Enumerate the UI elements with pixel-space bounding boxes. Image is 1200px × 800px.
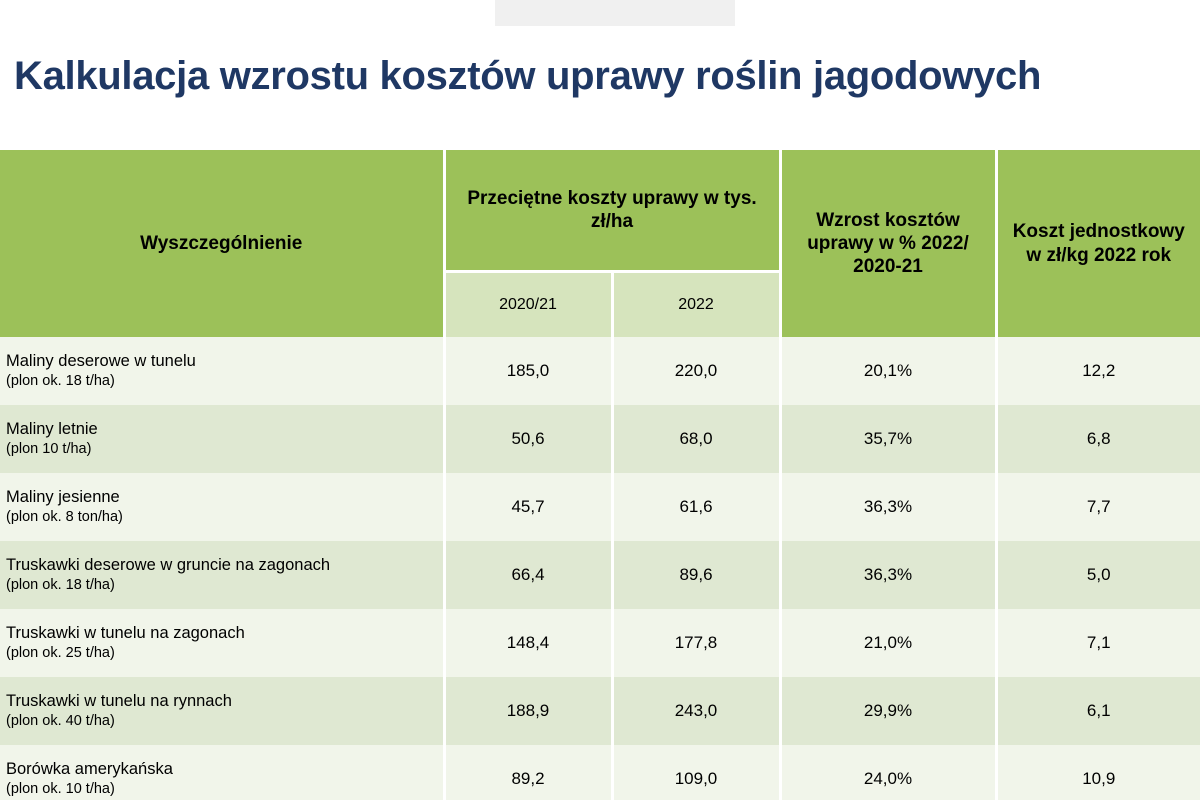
row-label-cell: [0, 609, 444, 677]
cell-cost-2022: 109,0: [612, 745, 780, 800]
cell-cost-2020-21: 50,6: [444, 405, 612, 473]
column-header-wyszczegolnienie: Wyszczególnienie: [0, 150, 444, 337]
cell-unit-cost: 7,7: [996, 473, 1200, 541]
row-label-main: Truskawki deserowe w gruncie na zagonach: [6, 555, 331, 574]
cell-cost-2020-21: 66,4: [444, 541, 612, 609]
cell-growth-pct: 24,0%: [780, 745, 996, 800]
cell-unit-cost: 6,1: [996, 677, 1200, 745]
cell-unit-cost: 5,0: [996, 541, 1200, 609]
cell-cost-2020-21: 148,4: [444, 609, 612, 677]
row-label-detail: (plon ok. 18 t/ha): [6, 373, 115, 390]
cell-unit-cost: 12,2: [996, 337, 1200, 405]
cell-cost-2022: 220,0: [612, 337, 780, 405]
row-label-main: Truskawki w tunelu na zagonach: [6, 623, 245, 642]
table-row: [0, 473, 1200, 541]
cell-cost-2020-21: 188,9: [444, 677, 612, 745]
cell-unit-cost: 6,8: [996, 405, 1200, 473]
cell-cost-2020-21: 185,0: [444, 337, 612, 405]
column-header-growth-percent: Wzrost kosztów uprawy w % 2022/ 2020-21: [780, 150, 996, 337]
page-title: Kalkulacja wzrostu kosztów uprawy roślin jagodowych: [14, 54, 1042, 98]
table-row: [0, 541, 1200, 609]
cell-growth-pct: 35,7%: [780, 405, 996, 473]
row-label-detail: (plon ok. 8 ton/ha): [6, 509, 123, 526]
cost-table: [0, 150, 1200, 800]
column-header-unit-cost: Koszt jednostkowy w zł/kg 2022 rok: [996, 150, 1200, 337]
row-label-detail: (plon ok. 40 t/ha): [6, 713, 115, 730]
row-label-cell: [0, 541, 444, 609]
row-label-main: Truskawki w tunelu na rynnach: [6, 691, 232, 710]
row-label-main: Borówka amerykańska: [6, 759, 173, 778]
cell-cost-2022: 89,6: [612, 541, 780, 609]
table-header: [0, 150, 1200, 337]
table-body: [0, 337, 1200, 800]
row-label-main: Maliny letnie: [6, 419, 98, 438]
row-label-cell: [0, 677, 444, 745]
table-row: [0, 609, 1200, 677]
column-header-2022: 2022: [612, 272, 780, 338]
cell-growth-pct: 36,3%: [780, 473, 996, 541]
table-header-row-main: [0, 150, 1200, 272]
row-label-main: Maliny deserowe w tunelu: [6, 351, 196, 370]
row-label-cell: [0, 337, 444, 405]
cell-unit-cost: 7,1: [996, 609, 1200, 677]
row-label-cell: [0, 405, 444, 473]
table-row: [0, 337, 1200, 405]
cell-growth-pct: 20,1%: [780, 337, 996, 405]
column-header-average-costs: Przeciętne koszty uprawy w tys. zł/ha: [444, 150, 780, 272]
row-label-detail: (plon ok. 10 t/ha): [6, 781, 115, 798]
cell-cost-2020-21: 45,7: [444, 473, 612, 541]
column-header-2020-21: 2020/21: [444, 272, 612, 338]
cell-growth-pct: 36,3%: [780, 541, 996, 609]
cell-growth-pct: 21,0%: [780, 609, 996, 677]
cell-unit-cost: 10,9: [996, 745, 1200, 800]
row-label-cell: [0, 745, 444, 800]
table-row: [0, 745, 1200, 800]
row-label-detail: (plon 10 t/ha): [6, 441, 92, 458]
cell-cost-2022: 68,0: [612, 405, 780, 473]
cell-cost-2022: 177,8: [612, 609, 780, 677]
row-label-main: Maliny jesienne: [6, 487, 120, 506]
cell-cost-2022: 243,0: [612, 677, 780, 745]
table-row: [0, 677, 1200, 745]
row-label-cell: [0, 473, 444, 541]
row-label-detail: (plon ok. 25 t/ha): [6, 645, 115, 662]
top-placeholder-block: [495, 0, 735, 26]
table-row: [0, 405, 1200, 473]
cell-cost-2022: 61,6: [612, 473, 780, 541]
row-label-detail: (plon ok. 18 t/ha): [6, 577, 115, 594]
cell-cost-2020-21: 89,2: [444, 745, 612, 800]
cell-growth-pct: 29,9%: [780, 677, 996, 745]
